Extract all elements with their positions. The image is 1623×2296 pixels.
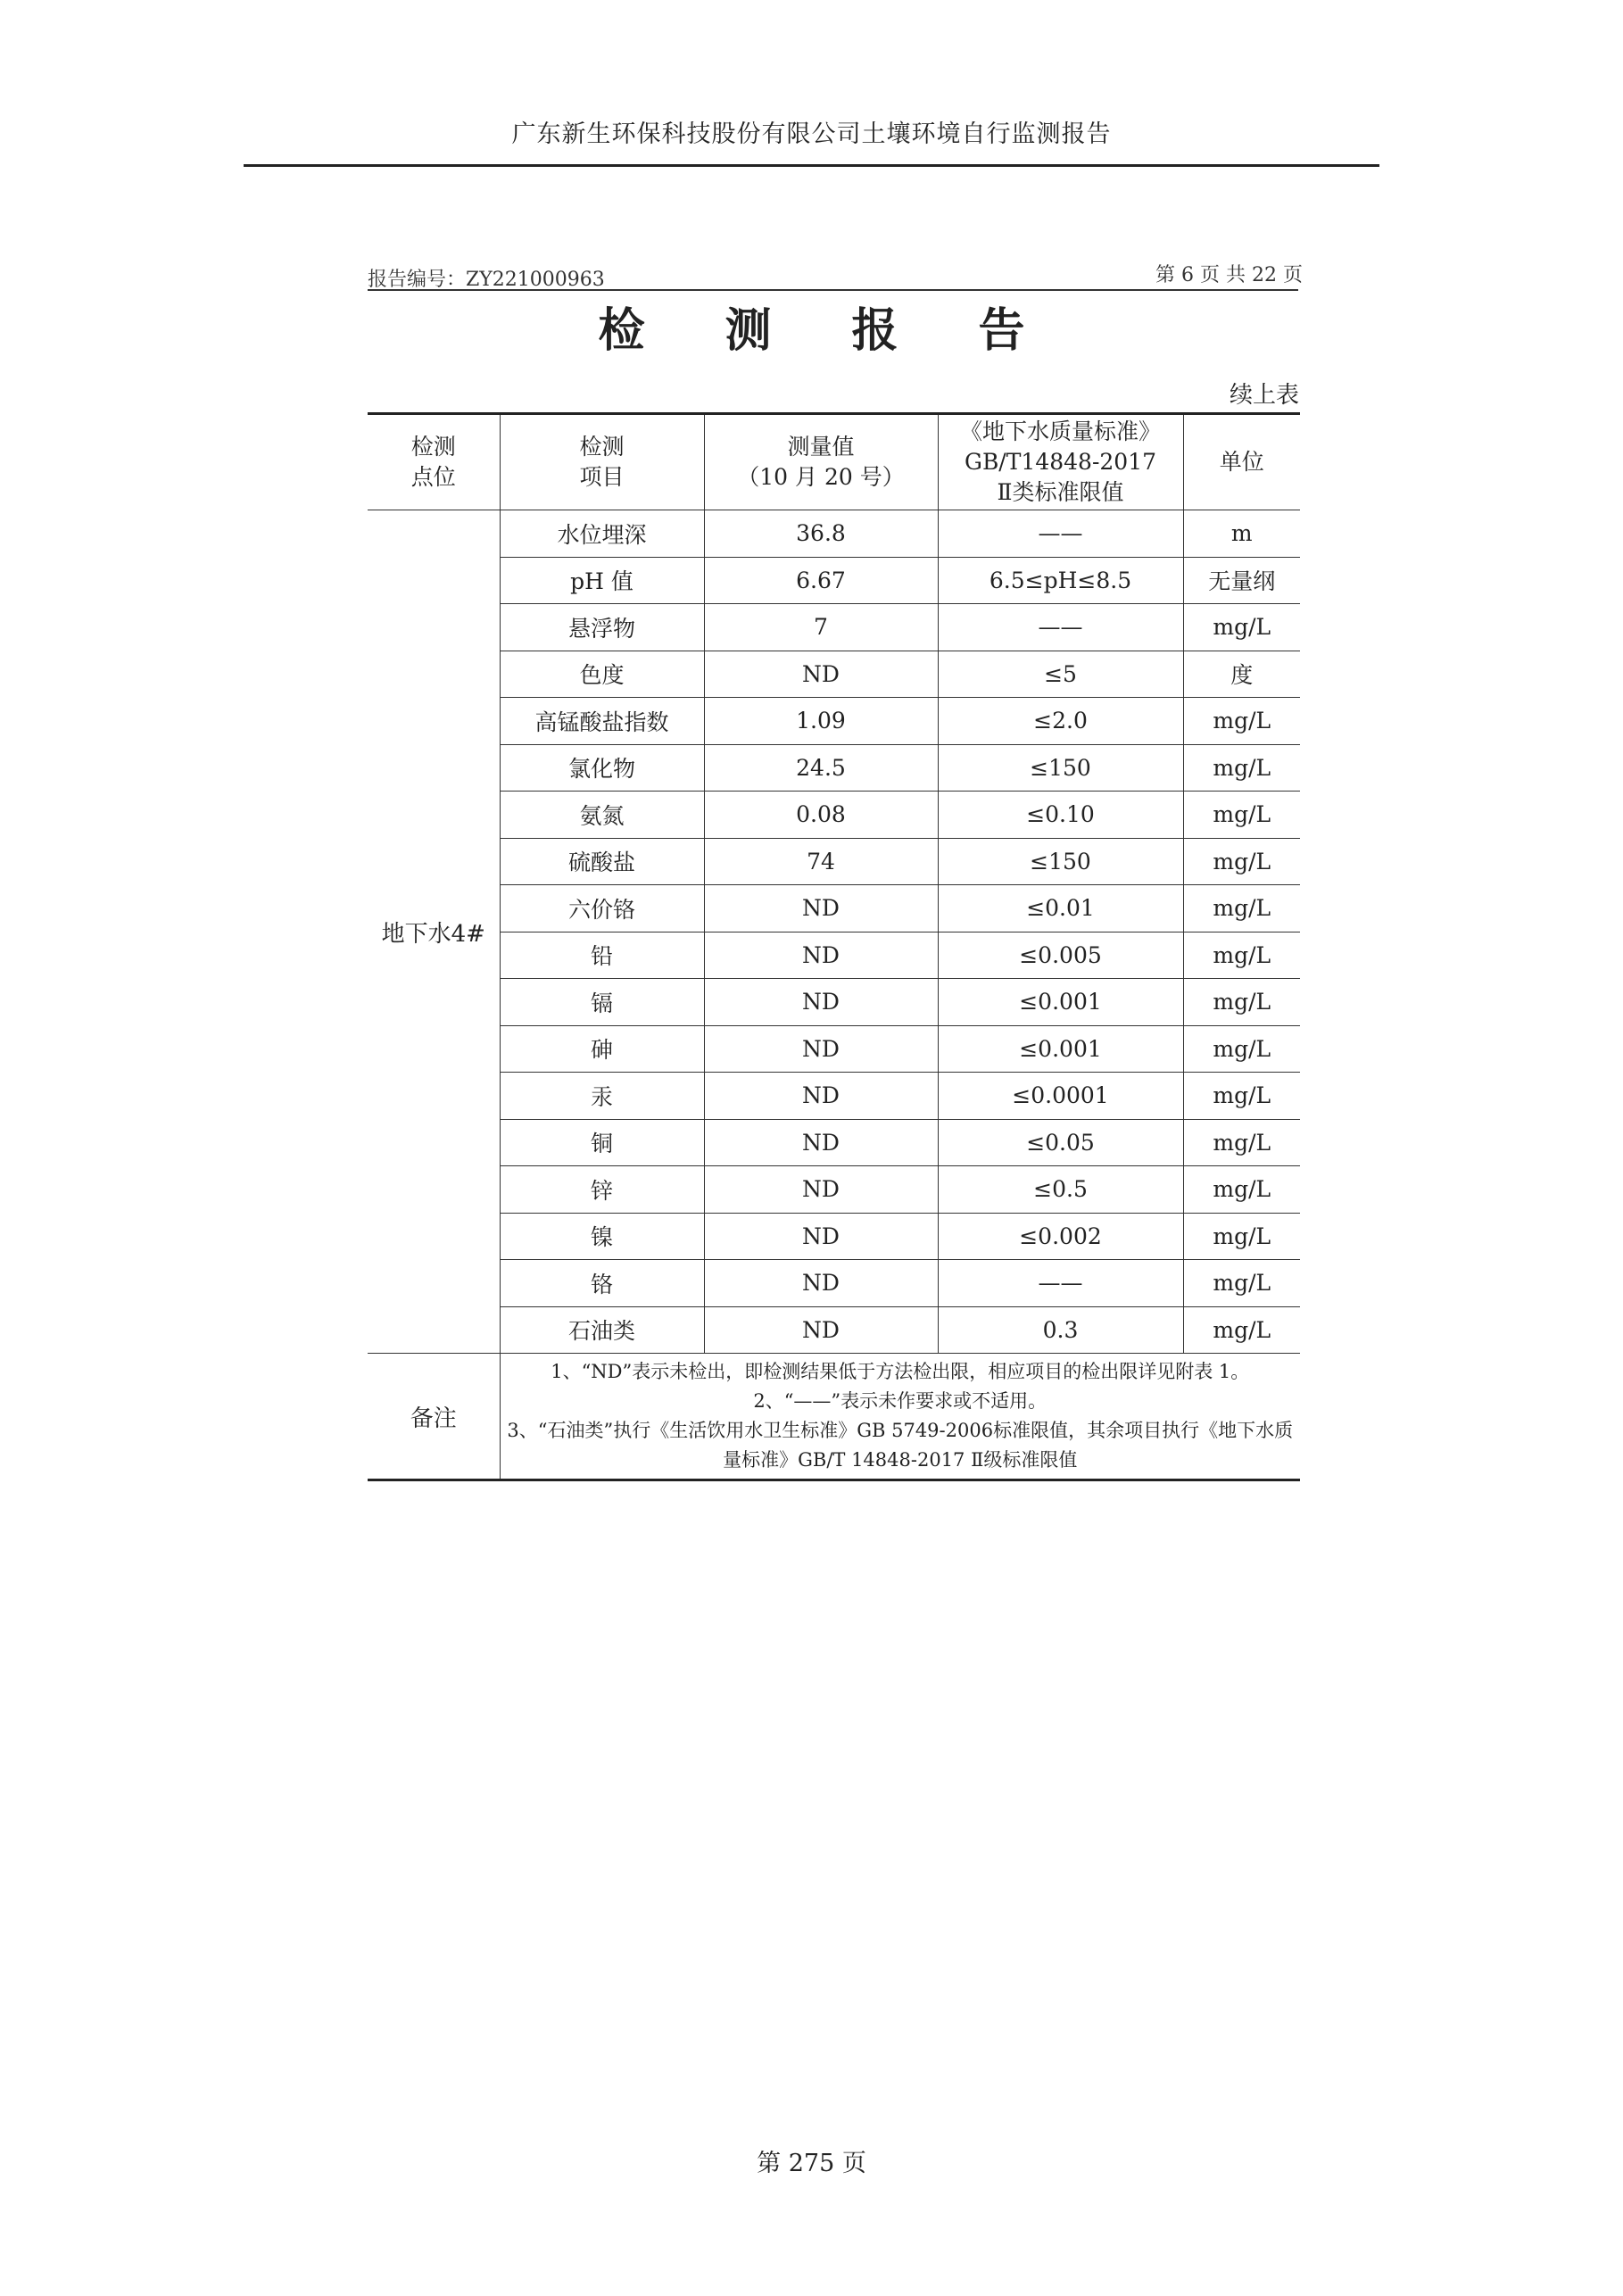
running-header: 广东新生环保科技股份有限公司土壤环境自行监测报告 bbox=[511, 120, 1112, 148]
table-row bbox=[368, 557, 1300, 604]
unit-cell: mg/L bbox=[1183, 932, 1300, 979]
value-cell: ND bbox=[704, 1213, 938, 1260]
limit-cell: —— bbox=[938, 510, 1183, 558]
item-cell: 色度 bbox=[500, 651, 704, 698]
unit-cell: mg/L bbox=[1183, 1306, 1300, 1354]
note-2: 2、“——”表示未作要求或不适用。 bbox=[753, 1390, 1047, 1412]
value-cell: ND bbox=[704, 1073, 938, 1120]
limit-cell: ≤0.001 bbox=[938, 979, 1183, 1026]
value-cell: 1.09 bbox=[704, 698, 938, 745]
table-row bbox=[368, 1213, 1300, 1260]
table-row bbox=[368, 604, 1300, 651]
value-cell: 7 bbox=[704, 604, 938, 651]
header-standard-line3: Ⅱ类标准限值 bbox=[997, 479, 1124, 505]
limit-cell: 0.3 bbox=[938, 1306, 1183, 1354]
table-row bbox=[368, 979, 1300, 1026]
unit-cell: mg/L bbox=[1183, 698, 1300, 745]
unit-cell: m bbox=[1183, 510, 1300, 558]
continued-label: 续上表 bbox=[1229, 382, 1299, 409]
notes-row bbox=[368, 1354, 1300, 1480]
header-standard-line1: 《地下水质量标准》 bbox=[959, 419, 1161, 444]
table-row bbox=[368, 744, 1300, 792]
table-row bbox=[368, 1119, 1300, 1166]
site-cell: 地下水4# bbox=[368, 510, 500, 1354]
page-of-report: 第 6 页 共 22 页 bbox=[1155, 264, 1303, 286]
value-cell: ND bbox=[704, 1306, 938, 1354]
value-cell: ND bbox=[704, 1260, 938, 1307]
item-cell: 铜 bbox=[500, 1119, 704, 1166]
header-value-line1: 测量值 bbox=[787, 434, 855, 460]
unit-cell: mg/L bbox=[1183, 1025, 1300, 1073]
unit-cell: mg/L bbox=[1183, 604, 1300, 651]
header-value bbox=[704, 414, 938, 510]
item-cell: 铬 bbox=[500, 1260, 704, 1307]
table-row bbox=[368, 1025, 1300, 1073]
value-cell: 0.08 bbox=[704, 792, 938, 839]
header-site-line1: 检测 bbox=[410, 434, 456, 460]
value-cell: 74 bbox=[704, 838, 938, 885]
unit-cell: mg/L bbox=[1183, 1213, 1300, 1260]
unit-cell: mg/L bbox=[1183, 1119, 1300, 1166]
table-row bbox=[368, 651, 1300, 698]
table-row bbox=[368, 792, 1300, 839]
item-cell: 镍 bbox=[500, 1213, 704, 1260]
item-cell: 镉 bbox=[500, 979, 704, 1026]
notes-label: 备注 bbox=[368, 1354, 500, 1480]
table-row bbox=[368, 1306, 1300, 1354]
unit-cell: mg/L bbox=[1183, 1260, 1300, 1307]
header-divider bbox=[244, 164, 1379, 167]
report-number: 报告编号：ZY221000963 bbox=[368, 269, 605, 291]
limit-cell: ≤0.0001 bbox=[938, 1073, 1183, 1120]
header-item-line1: 检测 bbox=[579, 434, 625, 460]
value-cell: ND bbox=[704, 885, 938, 932]
item-cell: 砷 bbox=[500, 1025, 704, 1073]
header-site-line2: 点位 bbox=[410, 464, 456, 490]
limit-cell: ≤0.5 bbox=[938, 1166, 1183, 1214]
limit-cell: —— bbox=[938, 604, 1183, 651]
header-site bbox=[368, 414, 500, 510]
item-cell: 氯化物 bbox=[500, 744, 704, 792]
unit-cell: mg/L bbox=[1183, 1166, 1300, 1214]
value-cell: ND bbox=[704, 979, 938, 1026]
note-3: 3、“石油类”执行《生活饮用水卫生标准》GB 5749-2006标准限值，其余项目执行《地下水质量标准》GB/T 14848-2017 Ⅱ级标准限值 bbox=[507, 1420, 1294, 1471]
value-cell: ND bbox=[704, 932, 938, 979]
value-cell: 24.5 bbox=[704, 744, 938, 792]
item-cell: 悬浮物 bbox=[500, 604, 704, 651]
unit-cell: mg/L bbox=[1183, 979, 1300, 1026]
limit-cell: ≤2.0 bbox=[938, 698, 1183, 745]
unit-cell: 度 bbox=[1183, 651, 1300, 698]
limit-cell: ≤5 bbox=[938, 651, 1183, 698]
limit-cell: ≤0.005 bbox=[938, 932, 1183, 979]
limit-cell: ≤150 bbox=[938, 744, 1183, 792]
item-cell: 六价铬 bbox=[500, 885, 704, 932]
subheader-divider bbox=[368, 289, 1298, 291]
item-cell: 氨氮 bbox=[500, 792, 704, 839]
value-cell: ND bbox=[704, 1166, 938, 1214]
table-row bbox=[368, 885, 1300, 932]
notes-content bbox=[500, 1354, 1300, 1480]
unit-cell: mg/L bbox=[1183, 838, 1300, 885]
table-row bbox=[368, 1166, 1300, 1214]
item-cell: 石油类 bbox=[500, 1306, 704, 1354]
item-cell: 硫酸盐 bbox=[500, 838, 704, 885]
unit-cell: mg/L bbox=[1183, 792, 1300, 839]
table-row bbox=[368, 698, 1300, 745]
item-cell: 高锰酸盐指数 bbox=[500, 698, 704, 745]
header-standard-line2: GB/T14848-2017 bbox=[964, 449, 1157, 475]
unit-cell: mg/L bbox=[1183, 885, 1300, 932]
header-item bbox=[500, 414, 704, 510]
limit-cell: ≤0.01 bbox=[938, 885, 1183, 932]
header-standard bbox=[938, 414, 1183, 510]
limit-cell: 6.5≤pH≤8.5 bbox=[938, 557, 1183, 604]
table-row bbox=[368, 510, 1300, 558]
value-cell: ND bbox=[704, 1119, 938, 1166]
note-1: 1、“ND”表示未检出，即检测结果低于方法检出限，相应项目的检出限详见附表 1。 bbox=[551, 1361, 1250, 1382]
limit-cell: —— bbox=[938, 1260, 1183, 1307]
footer-page-number: 第 275 页 bbox=[757, 2150, 866, 2177]
table-header-row bbox=[368, 414, 1300, 510]
unit-cell: mg/L bbox=[1183, 1073, 1300, 1120]
table-row bbox=[368, 838, 1300, 885]
table-body bbox=[368, 510, 1300, 1354]
value-cell: 6.67 bbox=[704, 557, 938, 604]
limit-cell: ≤0.10 bbox=[938, 792, 1183, 839]
item-cell: 锌 bbox=[500, 1166, 704, 1214]
limit-cell: ≤0.002 bbox=[938, 1213, 1183, 1260]
item-cell: 铅 bbox=[500, 932, 704, 979]
item-cell: 水位埋深 bbox=[500, 510, 704, 558]
header-value-line2: （10 月 20 号） bbox=[737, 464, 905, 490]
table-row bbox=[368, 1260, 1300, 1307]
limit-cell: ≤150 bbox=[938, 838, 1183, 885]
results-table bbox=[368, 412, 1300, 1481]
unit-cell: mg/L bbox=[1183, 744, 1300, 792]
header-item-line2: 项目 bbox=[579, 464, 625, 490]
value-cell: 36.8 bbox=[704, 510, 938, 558]
item-cell: 汞 bbox=[500, 1073, 704, 1120]
unit-cell: 无量纲 bbox=[1183, 557, 1300, 604]
header-unit: 单位 bbox=[1183, 414, 1300, 510]
limit-cell: ≤0.001 bbox=[938, 1025, 1183, 1073]
item-cell: pH 值 bbox=[500, 557, 704, 604]
value-cell: ND bbox=[704, 1025, 938, 1073]
table-row bbox=[368, 1073, 1300, 1120]
limit-cell: ≤0.05 bbox=[938, 1119, 1183, 1166]
table-row bbox=[368, 932, 1300, 979]
value-cell: ND bbox=[704, 651, 938, 698]
report-title: 检测报告 bbox=[598, 303, 1105, 358]
